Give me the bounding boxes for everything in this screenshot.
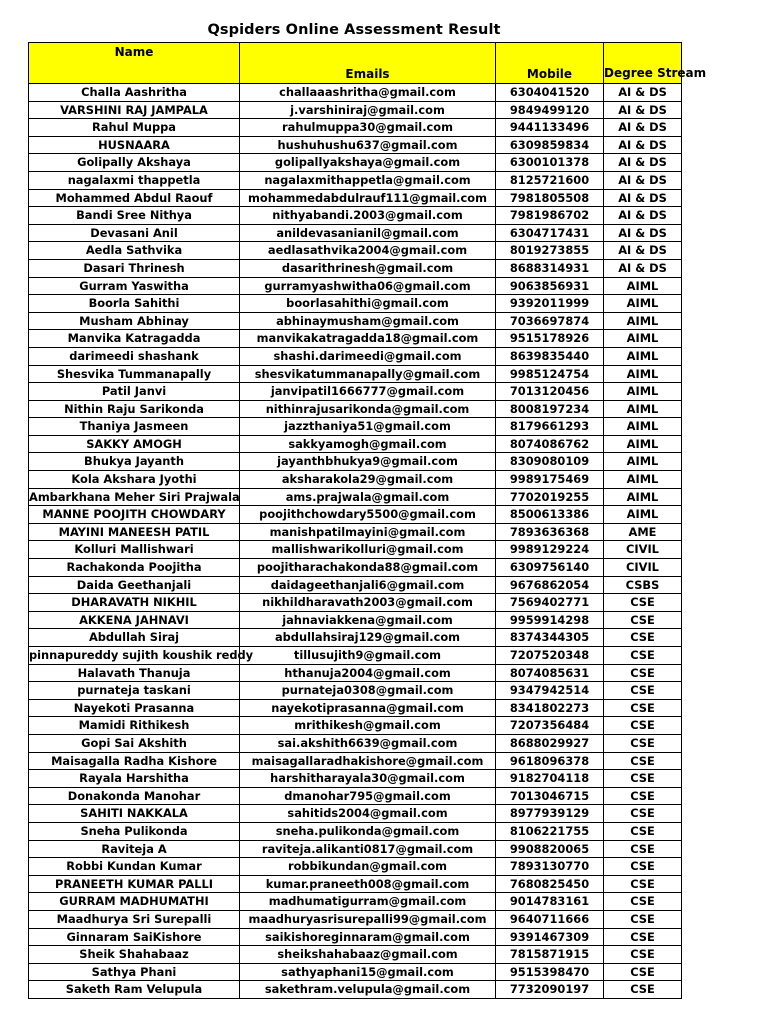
table-row <box>29 101 682 119</box>
cell-name: Daida Geethanjali <box>29 576 240 594</box>
cell-degree-stream: CSE <box>604 734 682 752</box>
cell-mobile: 6300101378 <box>496 154 604 172</box>
cell-name: MANNE POOJITH CHOWDARY <box>29 506 240 524</box>
cell-email: daidageethanjali6@gmail.com <box>240 576 496 594</box>
cell-email: saikishoreginnaram@gmail.com <box>240 928 496 946</box>
cell-degree-stream: AI & DS <box>604 242 682 260</box>
cell-degree-stream: CSE <box>604 647 682 665</box>
cell-email: aedlasathvika2004@gmail.com <box>240 242 496 260</box>
cell-name: AKKENA JAHNAVI <box>29 611 240 629</box>
cell-mobile: 7680825450 <box>496 875 604 893</box>
cell-mobile: 8309080109 <box>496 453 604 471</box>
table-row <box>29 682 682 700</box>
cell-name: Nithin Raju Sarikonda <box>29 400 240 418</box>
cell-email: maisagallaradhakishore@gmail.com <box>240 752 496 770</box>
cell-mobile: 7013046715 <box>496 787 604 805</box>
cell-name: SAHITI NAKKALA <box>29 805 240 823</box>
cell-name: Maisagalla Radha Kishore <box>29 752 240 770</box>
cell-name: Rayala Harshitha <box>29 770 240 788</box>
cell-email: maadhuryasrisurepalli99@gmail.com <box>240 910 496 928</box>
cell-mobile: 9989129224 <box>496 541 604 559</box>
cell-mobile: 8179661293 <box>496 418 604 436</box>
cell-email: sheikshahabaaz@gmail.com <box>240 946 496 964</box>
cell-name: Rahul Muppa <box>29 119 240 137</box>
cell-degree-stream: AIML <box>604 506 682 524</box>
column-header-name: Name <box>29 43 240 84</box>
cell-mobile: 9014783161 <box>496 893 604 911</box>
table-row <box>29 330 682 348</box>
table-row <box>29 523 682 541</box>
table-row <box>29 629 682 647</box>
cell-email: shashi.darimeedi@gmail.com <box>240 347 496 365</box>
cell-mobile: 8074085631 <box>496 664 604 682</box>
cell-degree-stream: AI & DS <box>604 154 682 172</box>
cell-mobile: 7569402771 <box>496 594 604 612</box>
cell-degree-stream: AIML <box>604 295 682 313</box>
cell-email: mohammedabdulrauf111@gmail.com <box>240 189 496 207</box>
cell-degree-stream: AIML <box>604 330 682 348</box>
cell-name: Gopi Sai Akshith <box>29 734 240 752</box>
cell-email: abdullahsiraj129@gmail.com <box>240 629 496 647</box>
cell-mobile: 8125721600 <box>496 171 604 189</box>
cell-degree-stream: AI & DS <box>604 101 682 119</box>
cell-email: robbikundan@gmail.com <box>240 858 496 876</box>
cell-degree-stream: AIML <box>604 277 682 295</box>
table-row <box>29 259 682 277</box>
cell-email: jayanthbhukya9@gmail.com <box>240 453 496 471</box>
cell-email: challaaashritha@gmail.com <box>240 84 496 102</box>
table-row <box>29 752 682 770</box>
cell-name: Saketh Ram Velupula <box>29 981 240 999</box>
table-row <box>29 594 682 612</box>
cell-mobile: 7207356484 <box>496 717 604 735</box>
cell-email: tillusujith9@gmail.com <box>240 647 496 665</box>
table-row <box>29 699 682 717</box>
cell-degree-stream: CSE <box>604 752 682 770</box>
cell-mobile: 7207520348 <box>496 647 604 665</box>
cell-email: mrithikesh@gmail.com <box>240 717 496 735</box>
cell-email: sakkyamogh@gmail.com <box>240 435 496 453</box>
cell-email: gurramyashwitha06@gmail.com <box>240 277 496 295</box>
cell-degree-stream: CSE <box>604 770 682 788</box>
cell-degree-stream: AIML <box>604 453 682 471</box>
cell-mobile: 8500613386 <box>496 506 604 524</box>
cell-name: Ginnaram SaiKishore <box>29 928 240 946</box>
table-row <box>29 365 682 383</box>
table-row <box>29 171 682 189</box>
cell-name: Raviteja A <box>29 840 240 858</box>
cell-mobile: 8639835440 <box>496 347 604 365</box>
cell-degree-stream: CSE <box>604 928 682 946</box>
table-row <box>29 717 682 735</box>
table-row <box>29 435 682 453</box>
table-row <box>29 189 682 207</box>
cell-degree-stream: CSE <box>604 875 682 893</box>
table-row <box>29 647 682 665</box>
cell-degree-stream: AIML <box>604 488 682 506</box>
table-row <box>29 277 682 295</box>
cell-degree-stream: AI & DS <box>604 224 682 242</box>
cell-email: poojithchowdary5500@gmail.com <box>240 506 496 524</box>
table-row <box>29 664 682 682</box>
cell-name: Sneha Pulikonda <box>29 822 240 840</box>
cell-mobile: 8688314931 <box>496 259 604 277</box>
cell-email: anildevasanianil@gmail.com <box>240 224 496 242</box>
cell-name: Dasari Thrinesh <box>29 259 240 277</box>
column-header-emails: Emails <box>240 43 496 84</box>
cell-email: janvipatil1666777@gmail.com <box>240 383 496 401</box>
table-row <box>29 312 682 330</box>
table-row <box>29 858 682 876</box>
cell-name: Robbi Kundan Kumar <box>29 858 240 876</box>
cell-name: Musham Abhinay <box>29 312 240 330</box>
cell-name: Bandi Sree Nithya <box>29 207 240 225</box>
cell-degree-stream: CSE <box>604 629 682 647</box>
cell-email: dmanohar795@gmail.com <box>240 787 496 805</box>
cell-degree-stream: AIML <box>604 312 682 330</box>
cell-mobile: 9959914298 <box>496 611 604 629</box>
cell-email: purnateja0308@gmail.com <box>240 682 496 700</box>
cell-degree-stream: AI & DS <box>604 189 682 207</box>
cell-mobile: 9063856931 <box>496 277 604 295</box>
table-row <box>29 418 682 436</box>
table-row <box>29 119 682 137</box>
table-row <box>29 295 682 313</box>
cell-degree-stream: AIML <box>604 435 682 453</box>
cell-email: nikhildharavath2003@gmail.com <box>240 594 496 612</box>
table-row <box>29 576 682 594</box>
cell-email: manvikakatragadda18@gmail.com <box>240 330 496 348</box>
cell-email: nayekotiprasanna@gmail.com <box>240 699 496 717</box>
cell-degree-stream: AI & DS <box>604 136 682 154</box>
cell-name: Aedla Sathvika <box>29 242 240 260</box>
cell-degree-stream: AI & DS <box>604 119 682 137</box>
cell-name: Devasani Anil <box>29 224 240 242</box>
cell-email: nithyabandi.2003@gmail.com <box>240 207 496 225</box>
cell-mobile: 6304041520 <box>496 84 604 102</box>
cell-name: purnateja taskani <box>29 682 240 700</box>
table-row <box>29 840 682 858</box>
cell-degree-stream: AIML <box>604 347 682 365</box>
cell-email: kumar.praneeth008@gmail.com <box>240 875 496 893</box>
table-row <box>29 787 682 805</box>
cell-degree-stream: CSE <box>604 594 682 612</box>
cell-email: sakethram.velupula@gmail.com <box>240 981 496 999</box>
cell-mobile: 7702019255 <box>496 488 604 506</box>
cell-email: jazzthaniya51@gmail.com <box>240 418 496 436</box>
cell-name: Patil Janvi <box>29 383 240 401</box>
table-body <box>29 84 682 999</box>
cell-degree-stream: CSE <box>604 682 682 700</box>
table-row <box>29 224 682 242</box>
cell-degree-stream: AIML <box>604 418 682 436</box>
cell-degree-stream: AI & DS <box>604 207 682 225</box>
cell-email: aksharakola29@gmail.com <box>240 471 496 489</box>
cell-mobile: 8977939129 <box>496 805 604 823</box>
table-row <box>29 822 682 840</box>
cell-email: sahitids2004@gmail.com <box>240 805 496 823</box>
cell-mobile: 9985124754 <box>496 365 604 383</box>
cell-email: sathyaphani15@gmail.com <box>240 963 496 981</box>
cell-mobile: 9640711666 <box>496 910 604 928</box>
cell-degree-stream: CSE <box>604 822 682 840</box>
cell-mobile: 8374344305 <box>496 629 604 647</box>
cell-mobile: 8341802273 <box>496 699 604 717</box>
cell-email: sai.akshith6639@gmail.com <box>240 734 496 752</box>
cell-mobile: 6309756140 <box>496 559 604 577</box>
table-row <box>29 84 682 102</box>
table-row <box>29 734 682 752</box>
cell-name: Halavath Thanuja <box>29 664 240 682</box>
cell-mobile: 8106221755 <box>496 822 604 840</box>
cell-name: Rachakonda Poojitha <box>29 559 240 577</box>
cell-degree-stream: CSE <box>604 840 682 858</box>
cell-mobile: 7893636368 <box>496 523 604 541</box>
cell-mobile: 8074086762 <box>496 435 604 453</box>
cell-mobile: 7013120456 <box>496 383 604 401</box>
cell-email: manishpatilmayini@gmail.com <box>240 523 496 541</box>
cell-degree-stream: AIML <box>604 365 682 383</box>
cell-name: darimeedi shashank <box>29 347 240 365</box>
cell-name: Ambarkhana Meher Siri Prajwala <box>29 488 240 506</box>
table-row <box>29 611 682 629</box>
cell-name: Manvika Katragadda <box>29 330 240 348</box>
cell-mobile: 9392011999 <box>496 295 604 313</box>
cell-mobile: 9441133496 <box>496 119 604 137</box>
cell-degree-stream: CSE <box>604 963 682 981</box>
cell-degree-stream: CSE <box>604 893 682 911</box>
table-row <box>29 383 682 401</box>
cell-degree-stream: AME <box>604 523 682 541</box>
cell-mobile: 7981986702 <box>496 207 604 225</box>
cell-degree-stream: CSE <box>604 611 682 629</box>
cell-email: nagalaxmithappetla@gmail.com <box>240 171 496 189</box>
cell-mobile: 9347942514 <box>496 682 604 700</box>
cell-email: poojitharachakonda88@gmail.com <box>240 559 496 577</box>
cell-email: harshitharayala30@gmail.com <box>240 770 496 788</box>
table-row <box>29 981 682 999</box>
table-row <box>29 875 682 893</box>
cell-name: Kola Akshara Jyothi <box>29 471 240 489</box>
table-row <box>29 136 682 154</box>
cell-name: Golipally Akshaya <box>29 154 240 172</box>
table-row <box>29 928 682 946</box>
table-row <box>29 893 682 911</box>
cell-email: j.varshiniraj@gmail.com <box>240 101 496 119</box>
cell-mobile: 8019273855 <box>496 242 604 260</box>
column-header-degree-stream <box>604 43 707 84</box>
cell-mobile: 8688029927 <box>496 734 604 752</box>
cell-mobile: 8008197234 <box>496 400 604 418</box>
table-row <box>29 559 682 577</box>
cell-mobile: 9908820065 <box>496 840 604 858</box>
cell-email: raviteja.alikanti0817@gmail.com <box>240 840 496 858</box>
cell-degree-stream: AIML <box>604 400 682 418</box>
cell-mobile: 7036697874 <box>496 312 604 330</box>
cell-mobile: 7815871915 <box>496 946 604 964</box>
table-row <box>29 453 682 471</box>
table-row <box>29 506 682 524</box>
cell-email: jahnaviakkena@gmail.com <box>240 611 496 629</box>
cell-degree-stream: CSE <box>604 717 682 735</box>
cell-email: rahulmuppa30@gmail.com <box>240 119 496 137</box>
table-row <box>29 963 682 981</box>
cell-mobile: 7732090197 <box>496 981 604 999</box>
table-header-row <box>29 43 682 84</box>
degree-header-text: Degree Stream <box>604 66 707 80</box>
column-header-mobile: Mobile <box>496 43 604 84</box>
cell-mobile: 6304717431 <box>496 224 604 242</box>
cell-email: hushuhushu637@gmail.com <box>240 136 496 154</box>
cell-degree-stream: CSE <box>604 910 682 928</box>
cell-name: Challa Aashritha <box>29 84 240 102</box>
cell-degree-stream: CIVIL <box>604 541 682 559</box>
table-row <box>29 946 682 964</box>
cell-name: PRANEETH KUMAR PALLI <box>29 875 240 893</box>
cell-degree-stream: CSE <box>604 981 682 999</box>
cell-name: VARSHINI RAJ JAMPALA <box>29 101 240 119</box>
cell-name: Kolluri Mallishwari <box>29 541 240 559</box>
cell-name: Bhukya Jayanth <box>29 453 240 471</box>
table-row <box>29 541 682 559</box>
cell-degree-stream: CSE <box>604 805 682 823</box>
cell-name: Nayekoti Prasanna <box>29 699 240 717</box>
cell-mobile: 7893130770 <box>496 858 604 876</box>
cell-name: Shesvika Tummanapally <box>29 365 240 383</box>
cell-degree-stream: CSE <box>604 699 682 717</box>
cell-name: GURRAM MADHUMATHI <box>29 893 240 911</box>
cell-email: abhinaymusham@gmail.com <box>240 312 496 330</box>
table-row <box>29 805 682 823</box>
cell-email: dasarithrinesh@gmail.com <box>240 259 496 277</box>
cell-name: Maadhurya Sri Surepalli <box>29 910 240 928</box>
cell-mobile: 6309859834 <box>496 136 604 154</box>
cell-mobile: 9989175469 <box>496 471 604 489</box>
page-title: Qspiders Online Assessment Result <box>207 22 501 38</box>
cell-degree-stream: AI & DS <box>604 259 682 277</box>
cell-name: Sheik Shahabaaz <box>29 946 240 964</box>
cell-mobile: 7981805508 <box>496 189 604 207</box>
cell-degree-stream: CSE <box>604 664 682 682</box>
cell-name: Boorla Sahithi <box>29 295 240 313</box>
cell-email: ams.prajwala@gmail.com <box>240 488 496 506</box>
cell-email: shesvikatummanapally@gmail.com <box>240 365 496 383</box>
cell-degree-stream: CSBS <box>604 576 682 594</box>
cell-name: Sathya Phani <box>29 963 240 981</box>
cell-name: HUSNAARA <box>29 136 240 154</box>
table-row <box>29 400 682 418</box>
cell-name: Abdullah Siraj <box>29 629 240 647</box>
cell-degree-stream: CSE <box>604 946 682 964</box>
cell-name: SAKKY AMOGH <box>29 435 240 453</box>
table-row <box>29 207 682 225</box>
cell-name: Thaniya Jasmeen <box>29 418 240 436</box>
cell-mobile: 9515398470 <box>496 963 604 981</box>
cell-mobile: 9182704118 <box>496 770 604 788</box>
cell-name: pinnapureddy sujith koushik reddy <box>29 647 240 665</box>
cell-mobile: 9618096378 <box>496 752 604 770</box>
cell-degree-stream: AI & DS <box>604 84 682 102</box>
cell-degree-stream: CIVIL <box>604 559 682 577</box>
cell-email: boorlasahithi@gmail.com <box>240 295 496 313</box>
cell-degree-stream: AIML <box>604 471 682 489</box>
cell-email: sneha.pulikonda@gmail.com <box>240 822 496 840</box>
cell-name: MAYINI MANEESH PATIL <box>29 523 240 541</box>
cell-email: hthanuja2004@gmail.com <box>240 664 496 682</box>
cell-mobile: 9391467309 <box>496 928 604 946</box>
table-row <box>29 471 682 489</box>
cell-degree-stream: CSE <box>604 787 682 805</box>
cell-name: Mamidi Rithikesh <box>29 717 240 735</box>
cell-name: DHARAVATH NIKHIL <box>29 594 240 612</box>
cell-email: madhumatigurram@gmail.com <box>240 893 496 911</box>
results-table <box>28 42 707 999</box>
table-row <box>29 910 682 928</box>
cell-mobile: 9676862054 <box>496 576 604 594</box>
cell-name: nagalaxmi thappetla <box>29 171 240 189</box>
cell-email: nithinrajusarikonda@gmail.com <box>240 400 496 418</box>
table-row <box>29 242 682 260</box>
cell-degree-stream: CSE <box>604 858 682 876</box>
cell-email: golipallyakshaya@gmail.com <box>240 154 496 172</box>
table-row <box>29 347 682 365</box>
table-row <box>29 154 682 172</box>
table-row <box>29 488 682 506</box>
cell-degree-stream: AI & DS <box>604 171 682 189</box>
cell-name: Mohammed Abdul Raouf <box>29 189 240 207</box>
cell-name: Gurram Yaswitha <box>29 277 240 295</box>
table-row <box>29 770 682 788</box>
cell-degree-stream: AIML <box>604 383 682 401</box>
cell-name: Donakonda Manohar <box>29 787 240 805</box>
cell-mobile: 9849499120 <box>496 101 604 119</box>
cell-email: mallishwarikolluri@gmail.com <box>240 541 496 559</box>
cell-mobile: 9515178926 <box>496 330 604 348</box>
